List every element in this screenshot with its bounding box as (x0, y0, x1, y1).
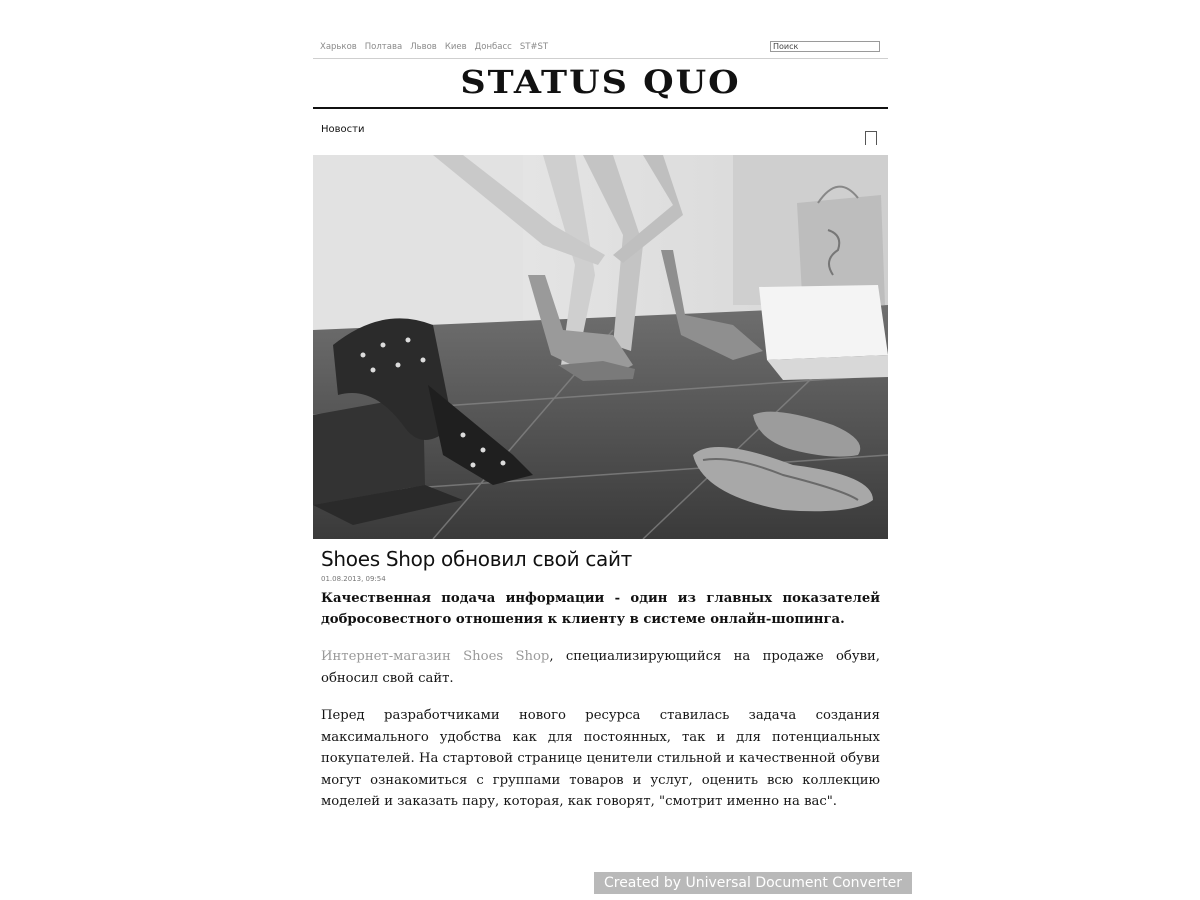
article-lead: Качественная подача информации - один из главных показателей добросовестного отношения к клиенту в системе онлайн-шопинга. (321, 591, 880, 627)
article-paragraph-1 (321, 646, 880, 689)
shop-link[interactable]: Интернет-магазин Shoes Shop (321, 649, 550, 664)
converter-watermark: Created by Universal Document Converter (594, 872, 912, 894)
city-link-poltava[interactable]: Полтава (364, 42, 403, 52)
site-logo[interactable]: STATUS QUO (460, 63, 741, 102)
article-paragraph-1-text: , специализирующийся на продаже обуви, обносил свой сайт. (321, 649, 880, 686)
city-link-lviv[interactable]: Львов (410, 42, 437, 52)
city-nav (320, 42, 548, 52)
article-page (313, 36, 888, 813)
section-row (313, 109, 888, 155)
city-link-kharkiv[interactable]: Харьков (320, 42, 357, 52)
article-paragraph-2: Перед разработчиками нового ресурса ставилась задача создания максимального удобства как для постоянных, так и для потенциальных покупателей. На стартовой странице ценители стильной и качественной обуви могут ознакомиться с группами товаров и услуг, оценить всю коллекцию моделей и заказать пару, которая, как говорят, "смотрит именно на вас". (321, 708, 880, 809)
top-bar (313, 36, 888, 59)
section-news-link[interactable]: Новости (321, 124, 365, 135)
article-hero-image (313, 155, 888, 539)
article-date: 01.08.2013, 09:54 (321, 575, 386, 583)
city-link-donbass[interactable]: Донбасс (474, 42, 512, 52)
masthead (313, 59, 888, 109)
search-input[interactable] (770, 41, 880, 52)
article-title: Shoes Shop обновил свой сайт (321, 547, 633, 571)
city-link-stst[interactable]: ST#ST (519, 42, 549, 52)
city-link-kyiv[interactable]: Киев (444, 42, 467, 52)
bookmark-icon[interactable] (865, 131, 877, 145)
